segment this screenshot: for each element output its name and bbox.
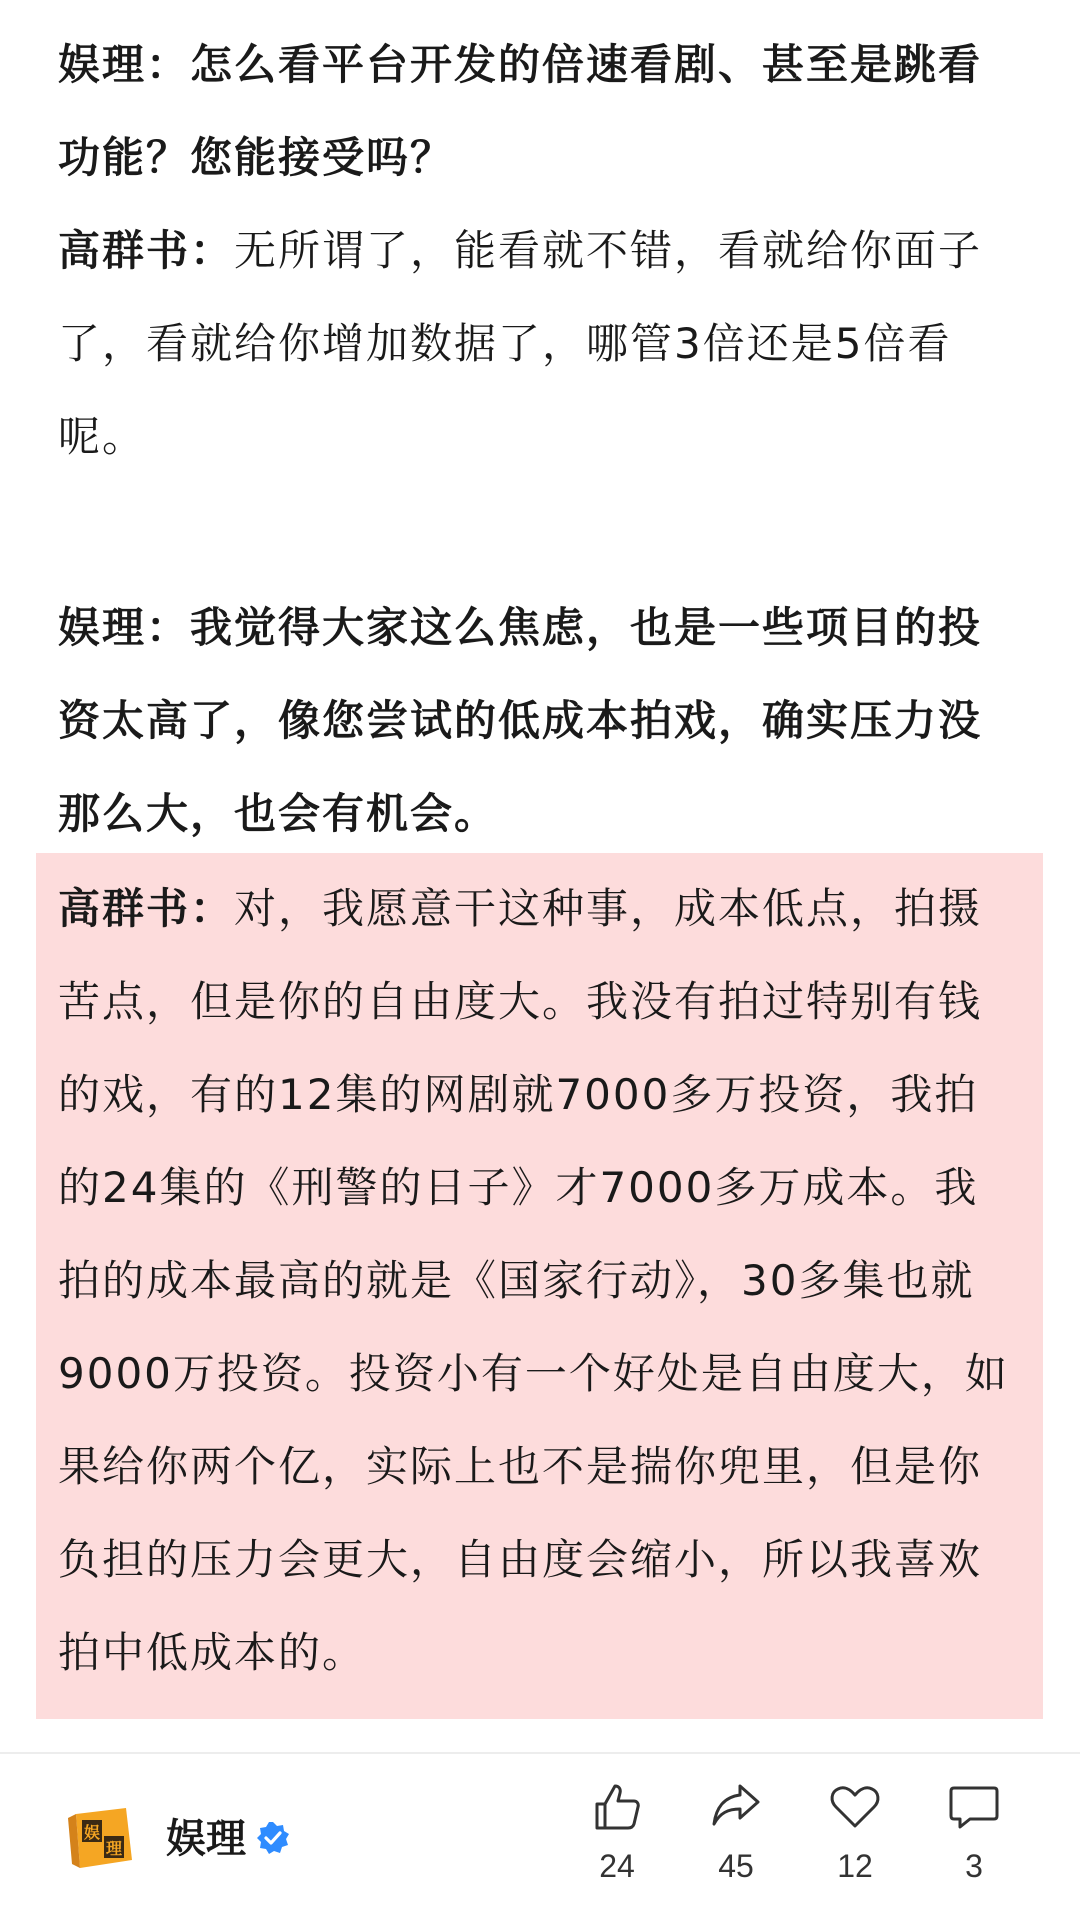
favorite-count: 12 [837, 1848, 873, 1884]
paragraph-text: 对，我愿意干这种事，成本低点，拍摄苦点，但是你的自由度大。我没有拍过特别有钱的戏，有的12集的网剧就7000多万投资，我拍的24集的《刑警的日子》才7000多万成本。我拍的成本最高的就是《国家行动》，30多集也就9000万投资。投资小有一个好处是自由度大，如果给你两个亿，实际上也不是揣你兜里，但是你负担的压力会更大，自由度会缩小，所以我喜欢拍中低成本的。 [58, 884, 1009, 1677]
paragraph-text: 我觉得大家这么焦虑，也是一些项目的投资太高了，像您尝试的低成本拍戏，确实压力没那么大，也会有机会。 [58, 603, 983, 838]
paragraph-text: 怎么看平台开发的倍速看剧、甚至是跳看功能？您能接受吗？ [58, 40, 983, 182]
comment-button[interactable] [919, 1778, 1029, 1885]
share-button[interactable] [681, 1778, 791, 1885]
author-logo-icon[interactable] [66, 1806, 136, 1870]
logo-char-1: 娱 [83, 1823, 101, 1842]
thumbs-up-icon [589, 1778, 645, 1834]
paragraph-text: 无所谓了，能看就不错，看就给你面子了，看就给你增加数据了，哪管3倍还是5倍看呢。 [58, 226, 983, 461]
logo-char-2: 理 [105, 1839, 123, 1858]
favorite-button[interactable] [800, 1778, 910, 1885]
comment-count: 3 [965, 1848, 983, 1884]
verified-badge-icon [255, 1820, 291, 1856]
speaker-label: 高群书： [58, 884, 235, 933]
comment-bubble-icon [946, 1778, 1002, 1834]
like-button[interactable] [562, 1778, 672, 1885]
author-name[interactable]: 娱理 [166, 1816, 246, 1862]
speaker-label: 娱理： [58, 40, 191, 89]
question-paragraph-2 [0, 581, 1080, 860]
heart-icon [827, 1778, 883, 1834]
post-footer-bar [0, 1754, 1080, 1925]
share-count: 45 [718, 1848, 754, 1884]
question-paragraph-1 [0, 18, 1080, 204]
answer-paragraph-2-highlighted [0, 862, 1080, 1699]
speaker-label: 娱理： [58, 603, 191, 652]
answer-paragraph-1 [0, 204, 1080, 483]
speaker-label: 高群书： [58, 226, 235, 275]
like-count: 24 [599, 1848, 635, 1884]
share-arrow-icon [708, 1778, 764, 1834]
